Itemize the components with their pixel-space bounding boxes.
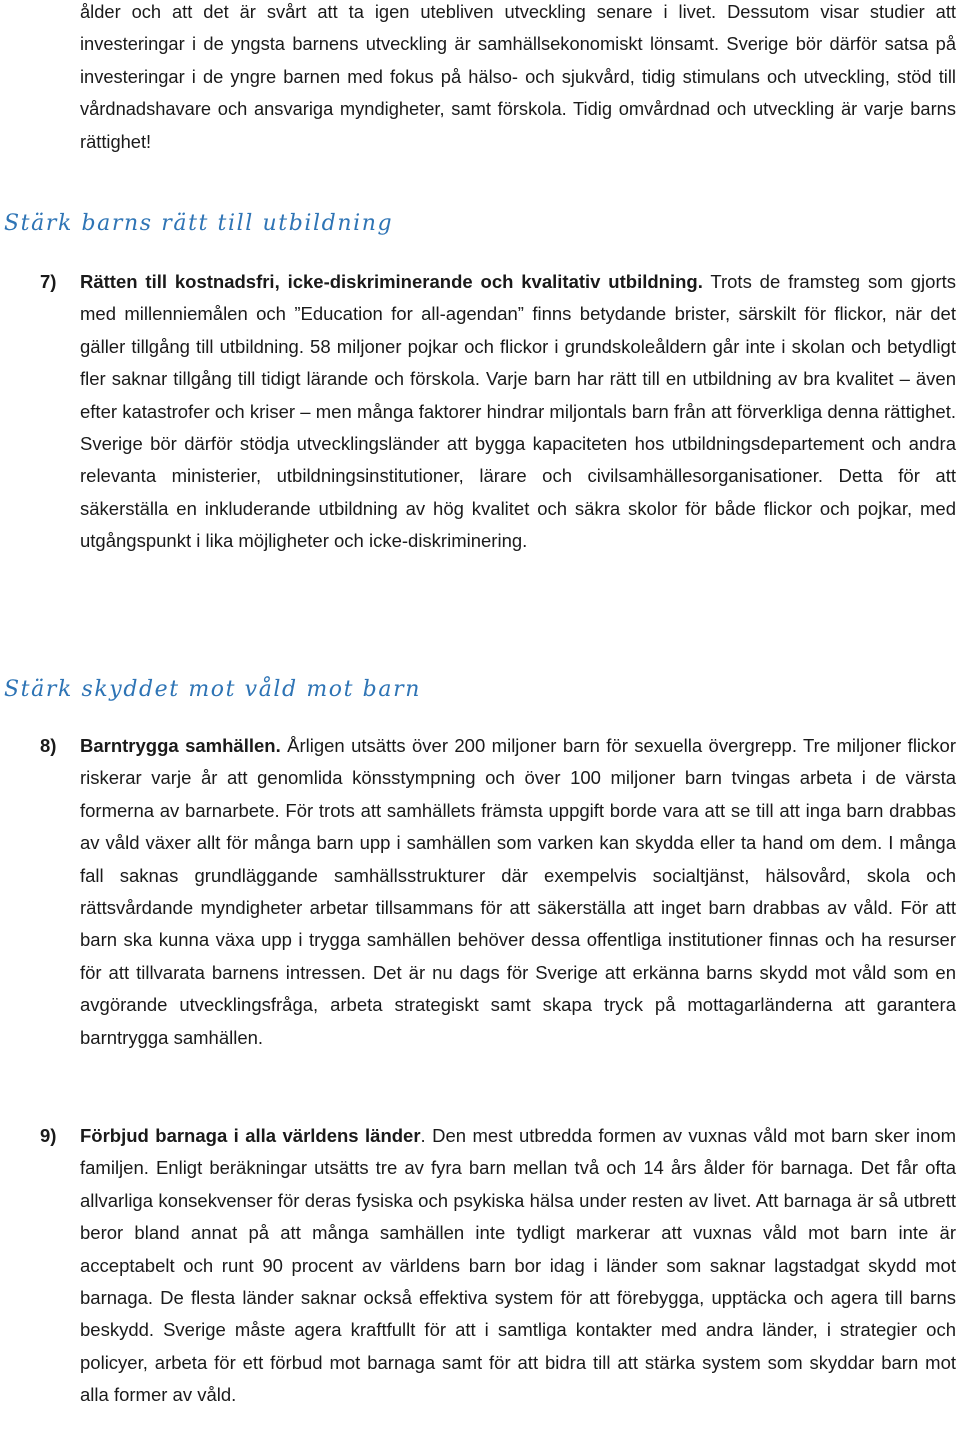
item-lead: Förbjud barnaga i alla världens länder <box>80 1125 421 1146</box>
list-item-9 <box>40 1120 956 1412</box>
section-heading-education: Stärk barns rätt till utbildning <box>4 211 394 236</box>
item-lead: Barntrygga samhällen. <box>80 735 281 756</box>
item-text: Årligen utsätts över 200 miljoner barn för sexuella övergrepp. Tre miljoner flickor riskerar varje år att genomlida könsstympning och över 100 miljoner barn tvingas arbeta i de värsta formerna av barnarbete. För trots att samhällets främsta uppgift borde vara att se till att inga barn drabbas av våld växer allt för många barn upp i samhällen som varken kan skydda eller ta hand om dem. I många fall saknas grundläggande samhällsstrukturer där exempelvis socialtjänst, hälsovård, skola och rättsvårdande myndigheter arbetar tillsammans för att säkerställa att inget barn drabbas av våld. För att barn ska kunna växa upp i trygga samhällen behöver dessa offentliga institutioner finnas och ha resurser för att tillvarata barnens intressen. Det är nu dags för Sverige att erkänna barns skydd mot våld som en avgörande utvecklingsfråga, arbeta strategiskt samt skapa tryck på mottagarländerna att garantera barntrygga samhällen. <box>80 735 956 1048</box>
section-heading-violence: Stärk skyddet mot våld mot barn <box>4 677 421 702</box>
item-body <box>80 1120 956 1412</box>
item-body <box>80 266 956 558</box>
item-number: 9) <box>40 1125 57 1146</box>
list-item-8 <box>40 730 956 1054</box>
item-number: 7) <box>40 271 57 292</box>
item-number: 8) <box>40 735 57 756</box>
item-text: Trots de framsteg som gjorts med millenniemålen och ”Education for all-agendan” finns betydande brister, särskilt för flickor, när det gäller tillgång till utbildning. 58 miljoner pojkar och flickor i grundskoleåldern går inte i skolan och betydligt fler saknar tillgång till tidigt lärande och förskola. Varje barn har rätt till en utbildning av bra kvalitet – även efter katastrofer och kriser – men många faktorer hindrar miljontals barn från att förverkliga denna rättighet. Sverige bör därför stödja utvecklingsländer att bygga kapaciteten hos utbildningsdepartement och andra relevanta ministerier, utbildningsinstitutioner, lärare och civilsamhällesorganisationer. Detta för att säkerställa en inkluderande utbildning av hög kvalitet och säkra skolor för både flickor och pojkar, med utgångspunkt i lika möjligheter och icke-diskriminering. <box>80 271 956 552</box>
list-item-7 <box>40 266 956 558</box>
item-lead: Rätten till kostnadsfri, icke-diskriminerande och kvalitativ utbildning. <box>80 271 703 292</box>
intro-paragraph: ålder och att det är svårt att ta igen utebliven utveckling senare i livet. Dessutom visar studier att investeringar i de yngsta barnens utveckling är samhällsekonomiskt lönsamt. Sverige bör därför satsa på investeringar i de yngre barnen med fokus på hälso- och sjukvård, tidig stimulans och utveckling, stöd till vårdnadshavare och ansvariga myndigheter, samt förskola. Tidig omvårdnad och utveckling är varje barns rättighet! <box>80 1 956 152</box>
item-body <box>80 730 956 1054</box>
item-text: . Den mest utbredda formen av vuxnas våld mot barn sker inom familjen. Enligt beräkningar utsätts tre av fyra barn mellan två och 14 års ålder för barnaga. Det får ofta allvarliga konsekvenser för deras fysiska och psykiska hälsa under resten av livet. Att barnaga är så utbrett beror bland annat på att många samhällen inte tydligt markerar att vuxnas våld mot barn inte är acceptabelt och runt 90 procent av världens barn bor idag i länder som saknar lagstadgat skydd mot barnaga. De flesta länder saknar också effektiva system för att förebygga, upptäcka och agera till barns beskydd. Sverige måste agera kraftfullt för att i samtliga kontakter med andra länder, i strategier och policyer, arbeta för ett förbud mot barnaga samt för att bidra till att stärka system som skyddar barn mot alla former av våld. <box>80 1125 956 1406</box>
